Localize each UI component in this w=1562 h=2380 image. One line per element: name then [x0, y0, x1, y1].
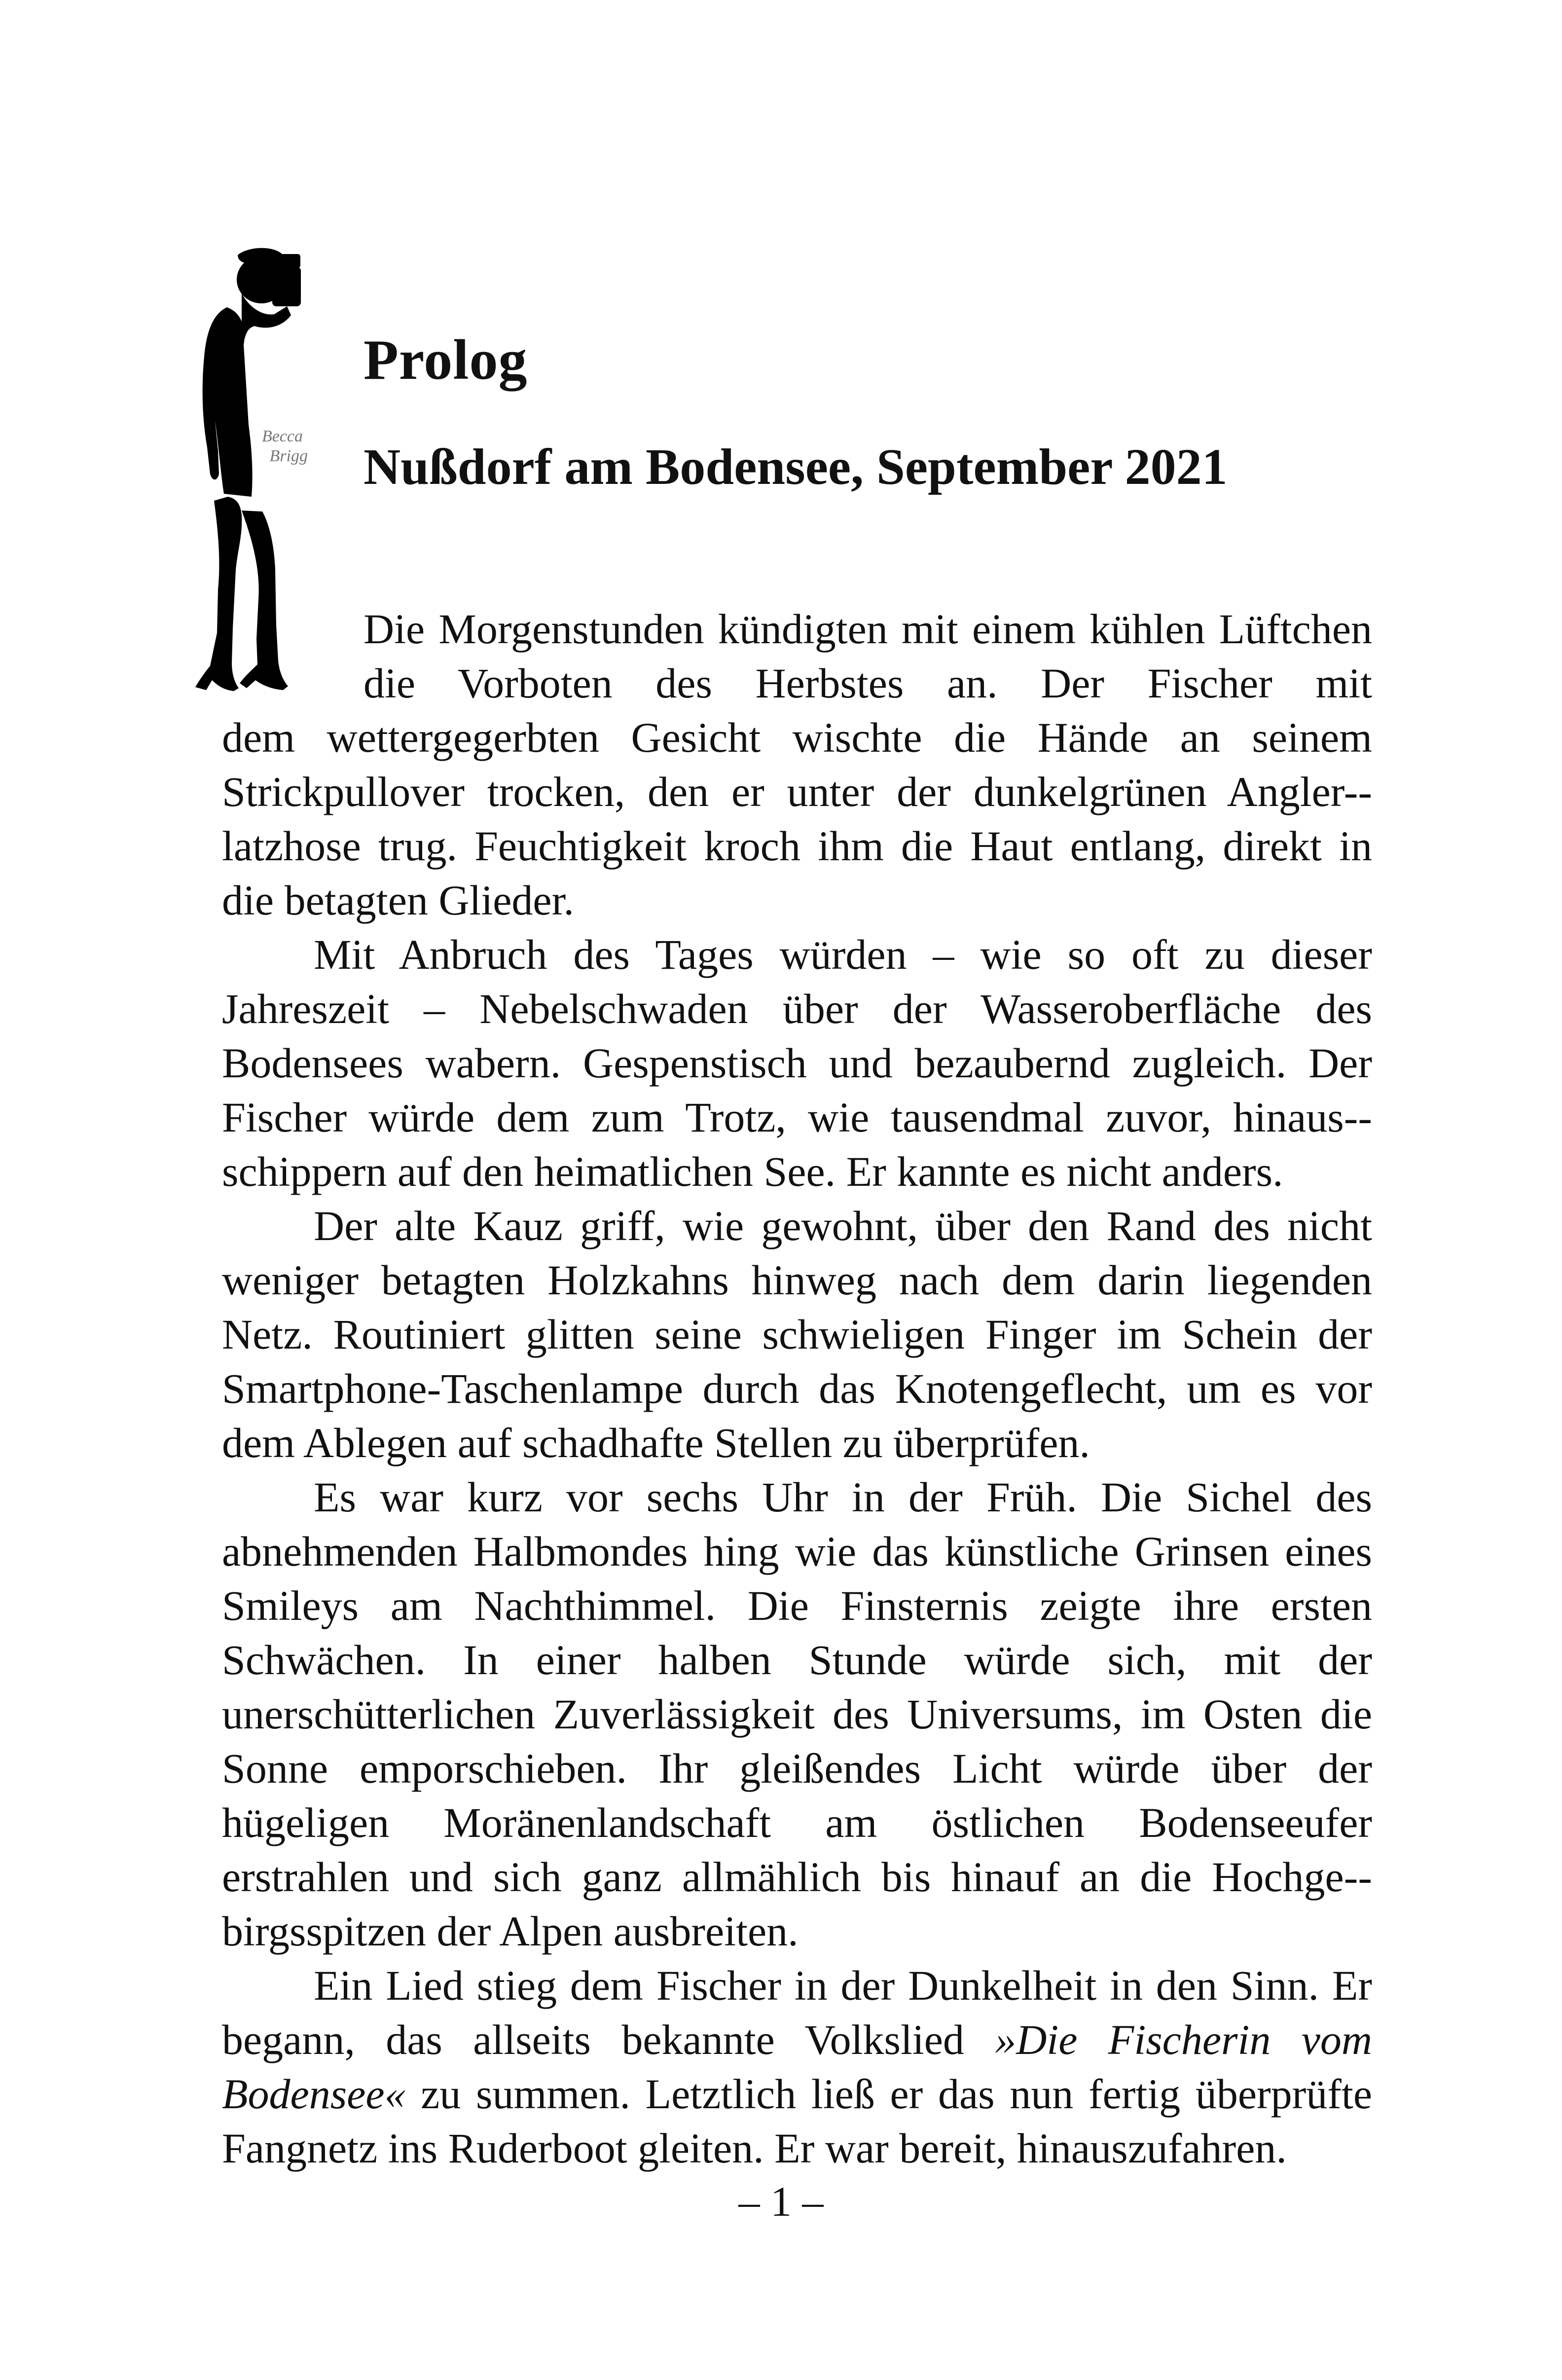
paragraph-text: zu summen. Letztlich ließ er das nun fertig überprüfte Fangnetz ins Ruderboot gleiten. Er war bereit, hinauszufahren. — [222, 2070, 1372, 2172]
paragraph: Mit Anbruch des Tages würden – wie so oft zu dieser Jahreszeit – Nebelschwaden über der Wasseroberfläche des Bodensees wabern. Gespenstisch und bezaubernd zugleich. Der Fischer würde dem zum Trotz, wie tausendmal zuvor, hinaus-schippern auf den heimatlichen See. Er kannte es nicht anders. — [222, 931, 1372, 1195]
chapter-title: Prolog — [363, 329, 528, 392]
paragraph — [222, 602, 1372, 927]
paragraph-text: Ein Lied stieg dem Fischer in der Dunkelheit in den Sinn. Er begann, das allseits bekannte Volkslied — [222, 1962, 1372, 2063]
paragraph-lead: Die Morgenstunden kündigten mit einem kühlen Lüftchen die Vorboten des Herbstes an. Der Fischer mit — [363, 605, 1372, 707]
paragraph — [222, 1958, 1372, 2175]
chapter-subtitle: Nußdorf am Bodensee, September 2021 — [363, 439, 1228, 495]
page-number: – 1 – — [738, 2178, 824, 2225]
paragraph-text: dem wettergegerbten Gesicht wischte die Hände an seinem Strickpullover trocken, den er unter der dunkelgrünen Angler-latzhose trug. Feuchtigkeit kroch ihm die Haut entlang, direkt in die betagten Glieder. — [222, 714, 1372, 924]
svg-text:Becca: Becca — [261, 427, 303, 445]
prologue-text — [222, 602, 1372, 2175]
paragraph: Der alte Kauz griff, wie gewohnt, über den Rand des nicht weniger betagten Holzkahns hinweg nach dem darin liegenden Netz. Routiniert glitten seine schwieligen Finger im Schein der Smartphone-Taschenlampe durch das Knotengeflecht, um es vor dem Ablegen auf schadhafte Stellen zu überprüfen. — [222, 1202, 1372, 1466]
paragraph: Es war kurz vor sechs Uhr in der Früh. Die Sichel des abnehmenden Halbmondes hing wie das künstliche Grinsen eines Smileys am Nachthimmel. Die Finsternis zeigte ihre ersten Schwächen. In einer halben Stunde würde sich, mit der unerschütterlichen Zuverlässigkeit des Universums, im Osten die Sonne emporschieben. Ihr gleißendes Licht würde über der hügeligen Moränenlandschaft am östlichen Bodenseeufer erstrahlen und sich ganz allmählich bis hinauf an die Hochge-birgsspitzen der Alpen ausbreiten. — [222, 1473, 1372, 1955]
svg-text:Brigg: Brigg — [269, 447, 308, 465]
song-title-quote: »Die Fischerin vom Bodensee« — [222, 2016, 1373, 2118]
